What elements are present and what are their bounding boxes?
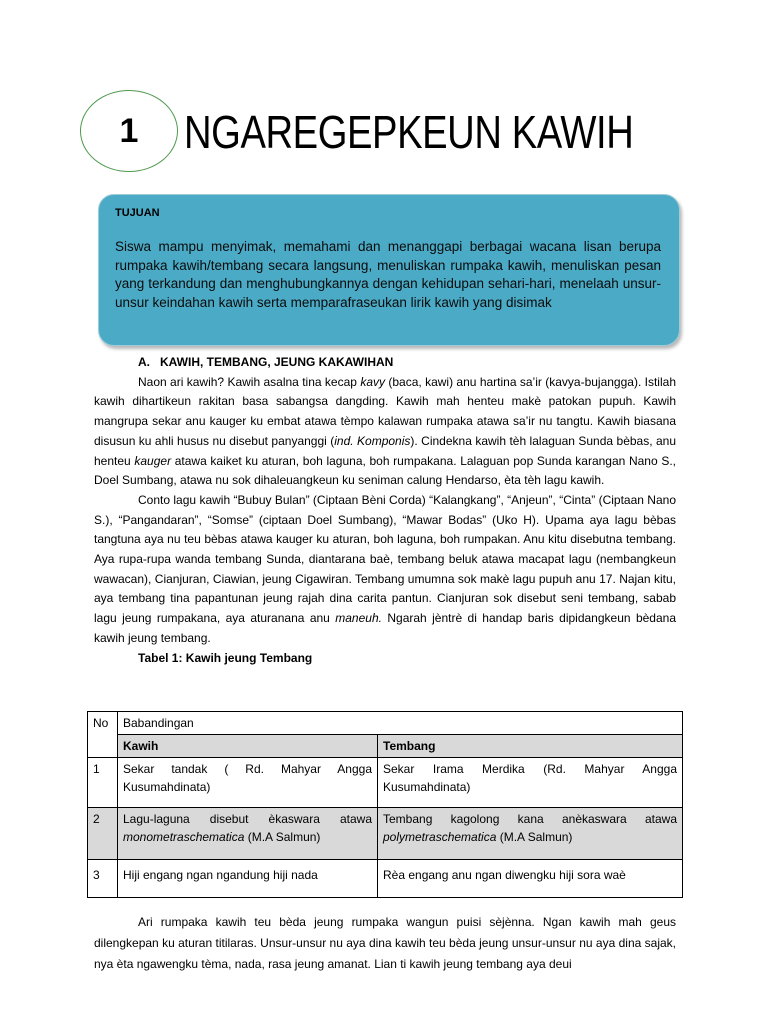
cell-kawih bbox=[118, 808, 378, 860]
cell-tembang-text-b: (M.A Salmun) bbox=[496, 830, 573, 844]
cell-kawih: Hiji engang ngan ngandung hiji nada bbox=[118, 860, 378, 898]
goal-text: Siswa mampu menyimak, memahami dan menanggapi berbagai wacana lisan berupa rumpaka kawih/tembang secara langsung, menuliskan rumpaka kawih, menuliskan pesan yang terkandung dan menghubungkannya dengan kehidupan sehari-hari, menelaah unsur-unsur keindahan kawih serta memparafraseukan lirik kawih yang disimak bbox=[115, 239, 661, 310]
cell-tembang bbox=[378, 808, 683, 860]
cell-kawih: Sekar tandak ( Rd. Mahyar Angga Kusumahdinata) bbox=[118, 758, 378, 808]
paragraph-2 bbox=[94, 491, 676, 649]
paragraph-1 bbox=[94, 373, 676, 491]
p2-italic-a: maneuh. bbox=[335, 611, 382, 626]
p1-text-b: (baca, kawi) anu hartina sa’ir (kavya-bujangga). Istilah kawih dihartikeun rakitan basa sabangsa dangding. Kawih mah henteu makè patokan pupuh. Kawih mangrupa sekar anu kauger ku embat atawa tèmpo kalawan rumpaka atawa sa’ir nu tangtu. Kawih biasana disusun ku ahli husus nu disebut panyanggi ( bbox=[94, 374, 676, 448]
chapter-number-circle bbox=[80, 90, 178, 172]
header-babandingan: Babandingan bbox=[118, 712, 683, 735]
chapter-title: NGAREGEPKEUN KAWIH bbox=[184, 106, 634, 158]
cell-kawih-italic: monometraschematica bbox=[123, 830, 245, 844]
chapter-number: 1 bbox=[119, 111, 139, 150]
cell-kawih-text-b: (M.A Salmun) bbox=[244, 830, 321, 844]
cell-tembang-text-a: Tembang kagolong kana anèkaswara atawa bbox=[383, 812, 677, 826]
p2-text-b: Ngarah jèntrè di handap baris dipidangkeun bèdana kawih jeung tembang. bbox=[94, 611, 677, 645]
main-content bbox=[94, 353, 676, 668]
comparison-table bbox=[87, 711, 683, 898]
table-row bbox=[88, 808, 683, 860]
table-row bbox=[88, 758, 683, 808]
goal-box bbox=[98, 194, 680, 346]
table-caption: Tabel 1: Kawih jeung Tembang bbox=[138, 650, 313, 665]
p1-text-c: ). Cindekna kawih tèh lalaguan Sunda bèbas, anu henteu bbox=[94, 433, 677, 468]
p2-text-a: Conto lagu kawih “Bubuy Bulan” (Ciptaan Bèni Corda) “Kalangkang”, “Anjeun”, “Cinta” (Ciptaan Nano S.), “Pangandaran”, “Somse” (ciptaan Doel Sumbang), “Mawar Bodas” (Uko H). Upama aya lagu bèbas tangtuna aya nu teu bèbas atawa kauger ku aturan, boh laguna, boh rumpakan. Anu kitu disebutna tembang. Aya rupa-rupa wanda tembang Sunda, diantarana baè, tembang beluk atawa macapat lagu (nembangkeun wawacan), Cianjuran, Ciawian, jeung Cigawiran. Tembang umumna sok makè lagu pupuh anu 17. Najan kitu, aya tembang tina papantunan jeung rajah dina carita pantun. Cianjuran sok disebut seni tembang, sabab lagu jeung rumpakana, aya aturanana anu bbox=[94, 492, 676, 626]
row-no: 1 bbox=[88, 758, 118, 808]
p1-italic-a: kavy bbox=[360, 374, 385, 389]
table-row bbox=[88, 860, 683, 898]
cell-tembang-italic: polymetraschematica bbox=[383, 830, 497, 844]
header-no: No bbox=[88, 712, 118, 758]
closing-content bbox=[94, 912, 676, 975]
p1-text-d: atawa kaiket ku aturan, boh laguna, boh rumpakana. Lalaguan pop Sunda karangan Nano S., Doel Sumbang, atawa nu sok dihaleuangkeun ku seniman calung Hendarso, èta tèh lagu kawih. bbox=[94, 453, 676, 488]
header-kawih: Kawih bbox=[118, 735, 378, 758]
cell-tembang: Rèa engang anu ngan diwengku hiji sora waè bbox=[378, 860, 683, 898]
header-tembang: Tembang bbox=[378, 735, 683, 758]
goal-heading: TUJUAN bbox=[115, 207, 160, 219]
section-heading: A. KAWIH, TEMBANG, JEUNG KAKAWIHAN bbox=[138, 355, 394, 369]
p1-italic-c: kauger bbox=[134, 453, 172, 468]
cell-tembang: Sekar Irama Merdika (Rd. Mahyar Angga Kusumahdinata) bbox=[378, 758, 683, 808]
row-no: 3 bbox=[88, 860, 118, 898]
p1-italic-b: ind. Komponis bbox=[334, 433, 411, 448]
paragraph-3: Ari rumpaka kawih teu bèda jeung rumpaka wangun puisi sèjènna. Ngan kawih mah geus dilengkepan ku aturan titilaras. Unsur-unsur nu aya dina kawih teu bèda jeung unsur-unsur nu aya dina sajak, nya èta ngawengku tèma, nada, rasa jeung amanat. Lian ti kawih jeung tembang aya deui bbox=[94, 915, 676, 971]
table-subheader-row bbox=[88, 735, 683, 758]
cell-kawih-text-a: Lagu-laguna disebut èkaswara atawa bbox=[123, 812, 372, 826]
p1-text-a: Naon ari kawih? Kawih asalna tina kecap bbox=[138, 374, 361, 389]
row-no: 2 bbox=[88, 808, 118, 860]
table-header-row bbox=[88, 712, 683, 735]
